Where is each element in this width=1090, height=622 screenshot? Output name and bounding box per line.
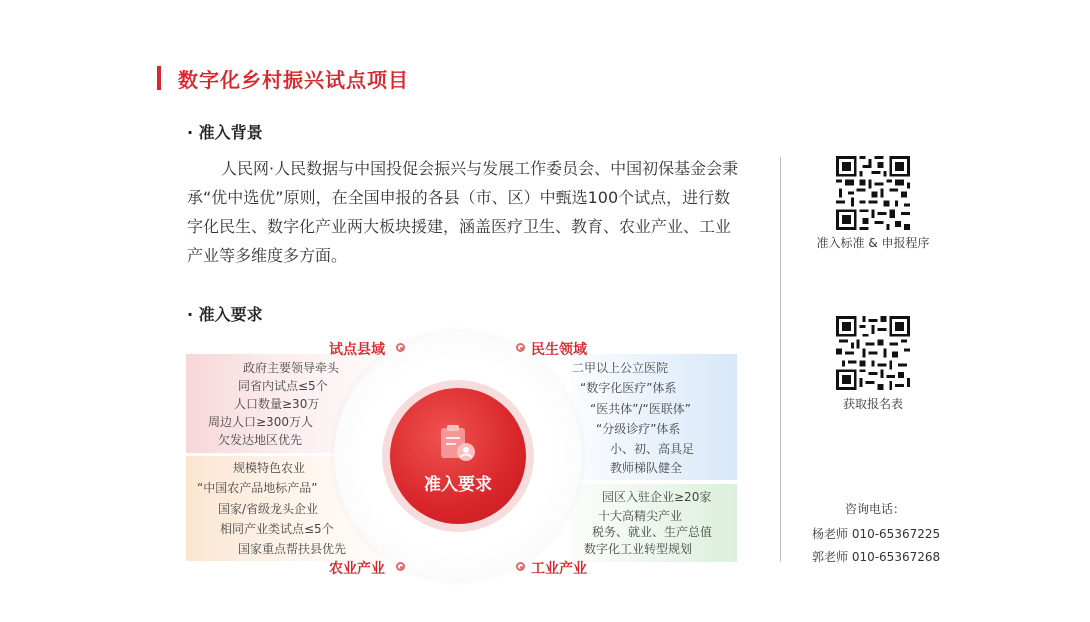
quadrant-label-pilot-county: 试点县域: [329, 342, 385, 358]
contact-title: 咨询电话：: [845, 502, 906, 516]
quadrant-dot: [516, 343, 525, 352]
qr2-label: 获取报名表: [842, 397, 903, 411]
quadrant-item: 国家重点帮扶县优先: [238, 542, 347, 556]
quadrant-item: 相同产业类试点≤5个: [220, 522, 334, 536]
quadrant-item: 园区入驻企业≥20家: [602, 490, 712, 504]
quadrant-item: 欠发达地区优先: [218, 433, 303, 447]
quadrant-item: “数字化医疗”体系: [580, 381, 677, 395]
quadrant-label-industry: 工业产业: [531, 561, 587, 577]
quadrant-item: 教师梯队健全: [610, 461, 683, 475]
quadrant-item: “中国农产品地标产品”: [197, 481, 318, 495]
quadrant-label-livelihood: 民生领域: [531, 342, 587, 358]
qr-code-icon[interactable]: [836, 156, 910, 230]
contact-item: 郭老师 010-65367268: [812, 550, 941, 564]
background-paragraph-text: 人民网·人民数据与中国投促会振兴与发展工作委员会、中国初保基金会秉承“优中选优”原则，在全国申报的各县（市、区）中甄选100个试点，进行数字化民生、数字化产业两大板块援建，涵盖医疗卫生、教育、农业产业、工业产业等多维度多方面。: [187, 159, 739, 265]
quadrant-dot: [396, 343, 405, 352]
quadrant-item: 十大高精尖产业: [598, 509, 683, 523]
quadrant-item: 周边人口≥300万人: [208, 415, 313, 429]
clipboard-icon: [438, 424, 478, 464]
quadrant-item: 政府主要领导牵头: [243, 361, 340, 375]
quadrant-dot: [396, 562, 405, 571]
quadrant-item: 小、初、高具足: [610, 442, 695, 456]
center-label: 准入要求: [424, 475, 492, 495]
background-paragraph: [187, 154, 743, 270]
page-title: 数字化乡村振兴试点项目: [178, 68, 409, 92]
quadrant-item: 人口数量≥30万: [234, 397, 320, 411]
quadrant-item: 税务、就业、生产总值: [592, 525, 713, 539]
quadrant-item: 国家/省级龙头企业: [218, 502, 319, 516]
quadrant-item: 二甲以上公立医院: [572, 361, 669, 375]
quadrant-item: 规模特色农业: [233, 461, 306, 475]
requirements-heading: · 准入要求: [187, 305, 263, 324]
contact-item: 杨老师 010-65367225: [812, 527, 941, 541]
vertical-divider: [780, 157, 781, 562]
quadrant-label-agriculture: 农业产业: [329, 561, 385, 577]
quadrant-dot: [516, 562, 525, 571]
background-heading: · 准入背景: [187, 123, 263, 142]
quadrant-item: 同省内试点≤5个: [238, 379, 328, 393]
title-accent-bar: [157, 66, 161, 90]
quadrant-item: “医共体”/“医联体”: [590, 402, 691, 416]
quadrant-item: 数字化工业转型规划: [584, 542, 693, 556]
quadrant-item: “分级诊疗”体系: [596, 422, 681, 436]
qr1-label: 准入标准 & 申报程序: [816, 236, 930, 250]
qr-code-icon[interactable]: [836, 316, 910, 390]
